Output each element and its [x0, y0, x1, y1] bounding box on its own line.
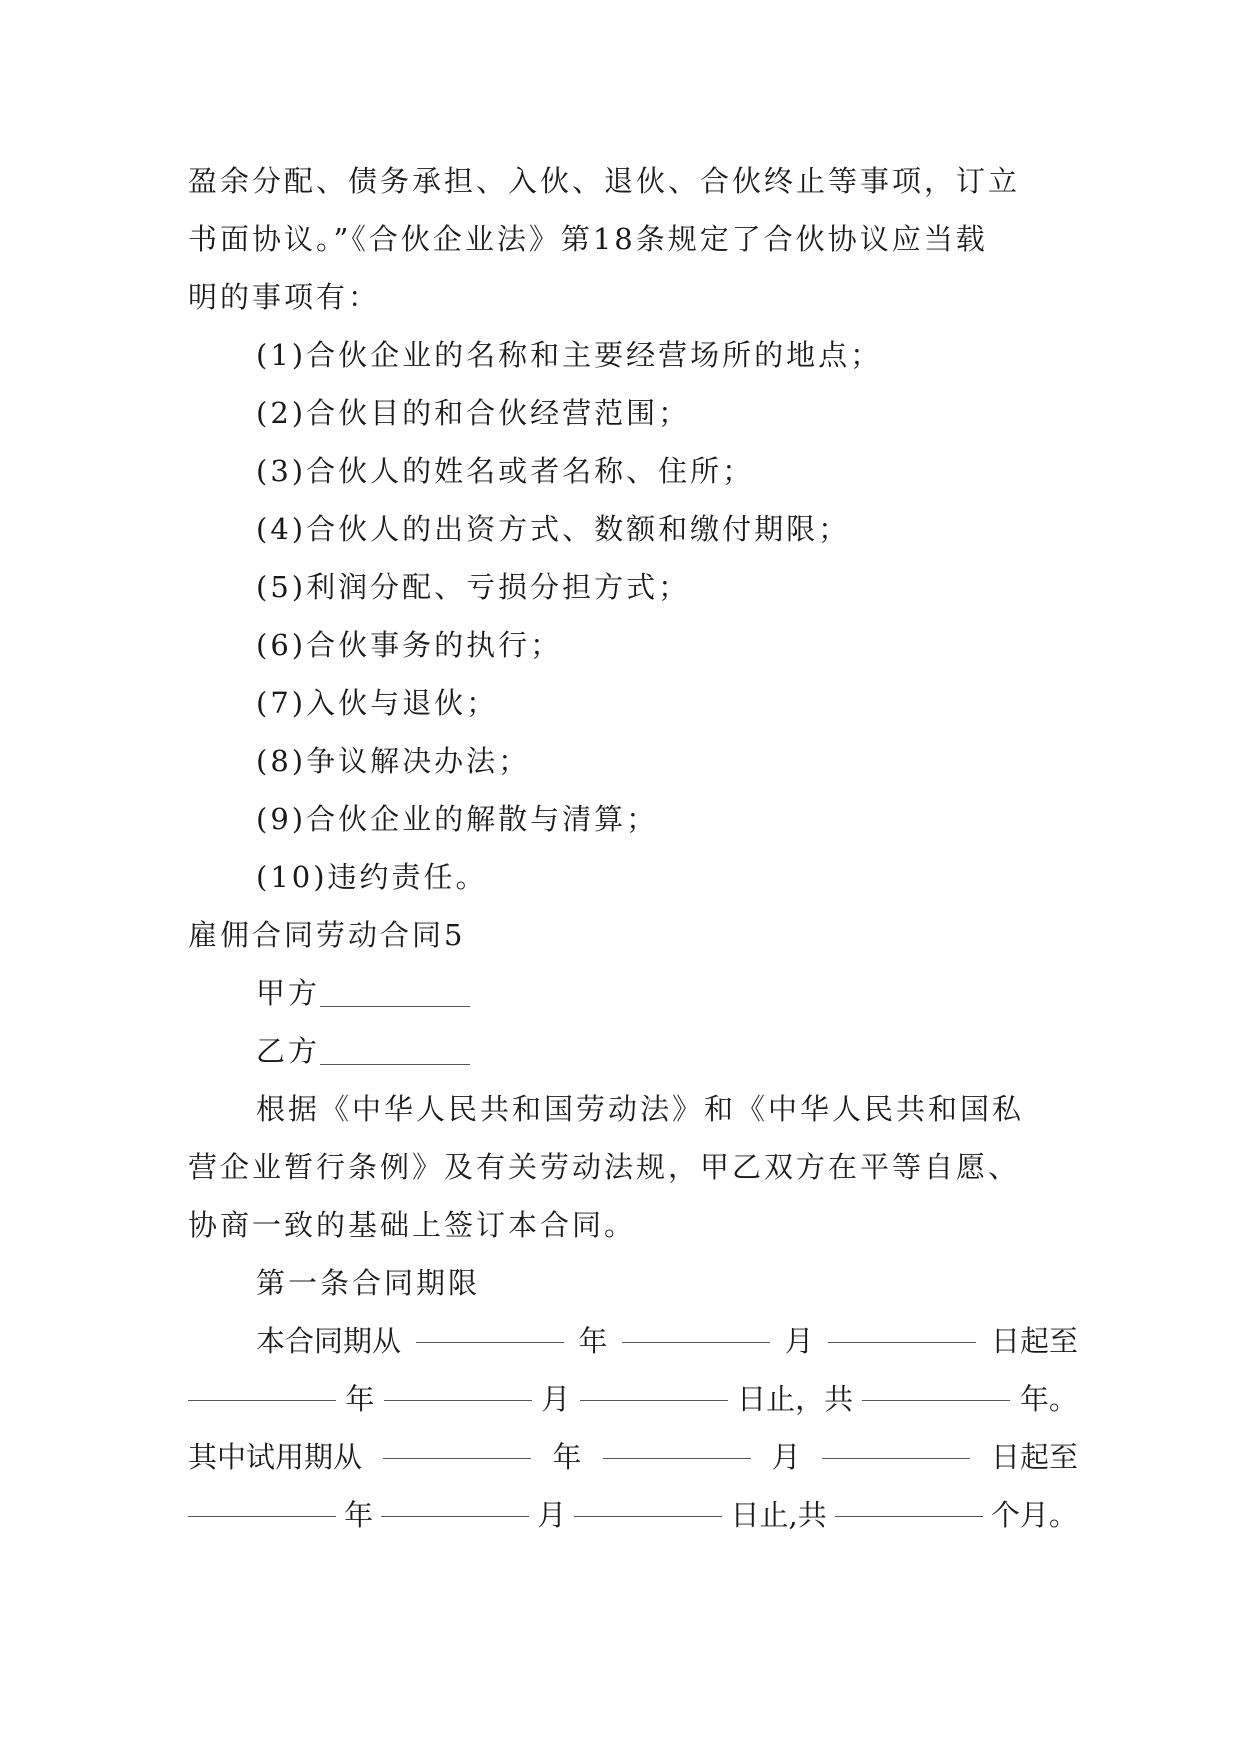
blank-year [383, 1428, 531, 1459]
term-day-start: 日起至 [990, 1440, 1078, 1474]
section-title: 雇佣合同劳动合同5 [188, 918, 466, 952]
blank-total-months [835, 1486, 983, 1517]
term-month: 月 [537, 1498, 567, 1532]
list-item: (7)入伙与退伙； [256, 686, 499, 720]
term-months-end: 个月。 [990, 1498, 1078, 1532]
term-line-4 [188, 1486, 1078, 1544]
list-item: (4)合伙人的出资方式、数额和缴付期限； [256, 512, 851, 546]
term-year: 年 [345, 1382, 375, 1416]
term-day-end: 日止,共 [730, 1498, 827, 1532]
term-month: 月 [784, 1324, 814, 1358]
paragraph-line: 书面协议。”《合伙企业法》第18条规定了合伙协议应当载 [188, 222, 988, 256]
list-item: (2)合伙目的和合伙经营范围； [256, 396, 691, 430]
list-item: (1)合伙企业的名称和主要经营场所的地点； [256, 338, 883, 372]
term-year: 年 [344, 1498, 374, 1532]
party-a-line [188, 964, 1078, 1022]
blank-day [574, 1486, 722, 1517]
paragraph-line: 协商一致的基础上签订本合同。 [188, 1208, 637, 1242]
term-line-3 [188, 1428, 1078, 1486]
party-b-label: 乙方 [256, 1034, 321, 1068]
term-year-end: 年。 [1019, 1382, 1078, 1416]
blank-day [580, 1370, 728, 1401]
party-b-line [188, 1022, 1078, 1080]
term-day-end: 日止，共 [737, 1382, 854, 1416]
blank-year [188, 1486, 336, 1517]
blank-day [822, 1428, 970, 1459]
term-from: 本合同期从 [256, 1324, 402, 1358]
blank-month [603, 1428, 751, 1459]
paragraph-line: 根据《中华人民共和国劳动法》和《中华人民共和国私 [256, 1092, 1025, 1126]
blank-day [828, 1312, 976, 1343]
term-year: 年 [552, 1440, 582, 1474]
term-month: 月 [771, 1440, 801, 1474]
term-year: 年 [578, 1324, 608, 1358]
list-item: (3)合伙人的姓名或者名称、住所； [256, 454, 755, 488]
list-item: (10)违约责任。 [256, 860, 488, 894]
blank-year [188, 1370, 336, 1401]
blank-month [384, 1370, 532, 1401]
probation-from: 其中试用期从 [188, 1440, 363, 1474]
term-line-1 [188, 1312, 1078, 1370]
list-item: (8)争议解决办法； [256, 744, 531, 778]
blank-year [416, 1312, 564, 1343]
paragraph-line: 营企业暂行条例》及有关劳动法规，甲乙双方在平等自愿、 [188, 1150, 1021, 1184]
list-item: (6)合伙事务的执行； [256, 628, 563, 662]
document-page [188, 152, 1078, 1544]
paragraph-line: 盈余分配、债务承担、入伙、退伙、合伙终止等事项，订立 [188, 164, 1021, 198]
party-b-blank [320, 1034, 470, 1065]
term-month: 月 [541, 1382, 571, 1416]
list-item: (9)合伙企业的解散与清算； [256, 802, 659, 836]
blank-month [622, 1312, 770, 1343]
blank-month [381, 1486, 529, 1517]
term-line-2 [188, 1370, 1078, 1428]
term-day-start: 日起至 [990, 1324, 1078, 1358]
article-heading: 第一条合同期限 [256, 1266, 481, 1300]
blank-total-years [862, 1370, 1010, 1401]
list-item: (5)利润分配、亏损分担方式； [256, 570, 691, 604]
party-a-blank [320, 976, 470, 1007]
paragraph-line: 明的事项有： [188, 280, 381, 314]
party-a-label: 甲方 [256, 976, 321, 1010]
